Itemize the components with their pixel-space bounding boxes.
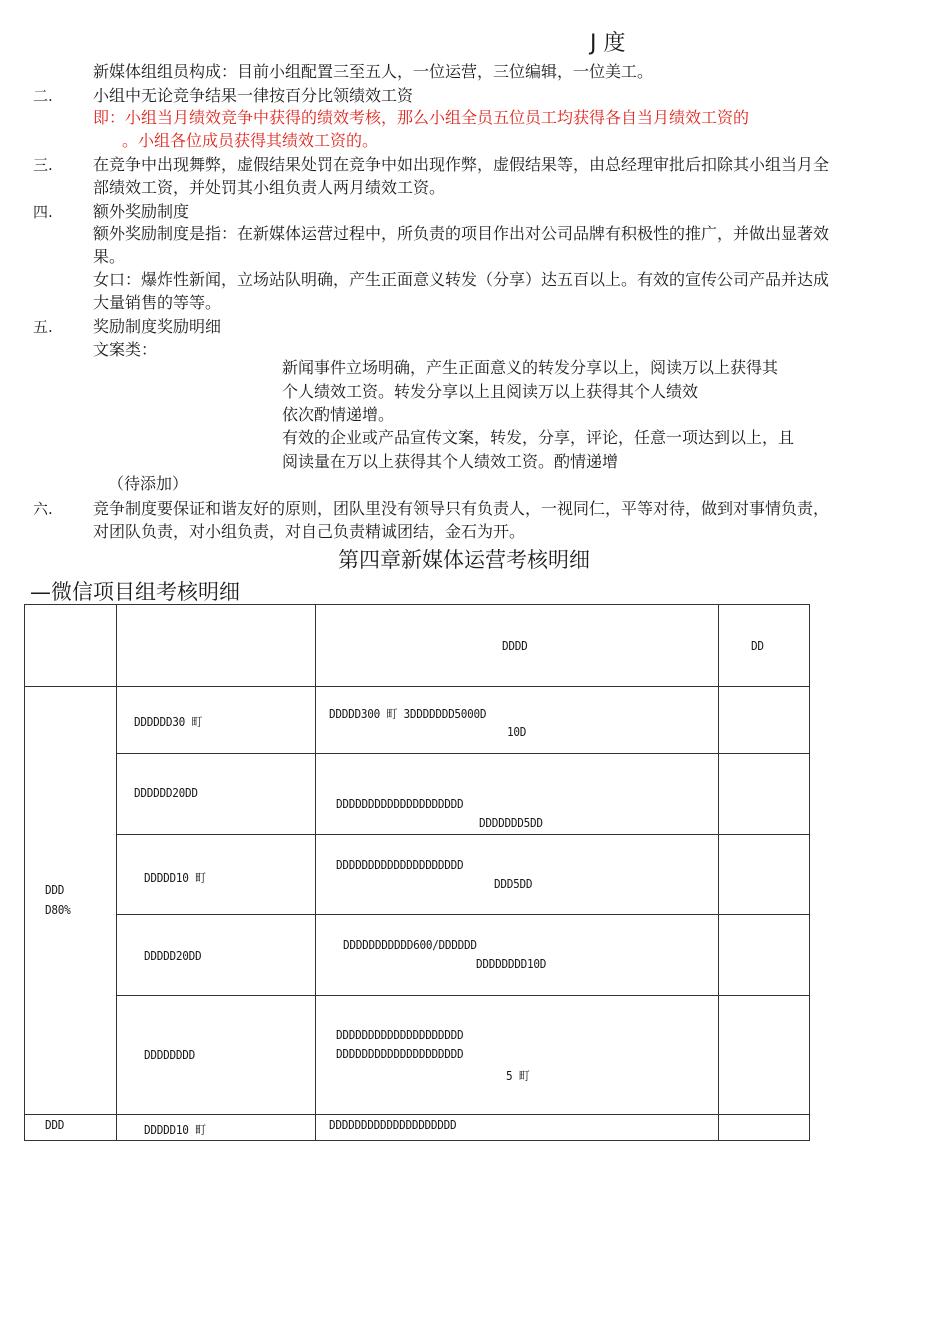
header-cell-3 bbox=[316, 605, 719, 687]
item-cell bbox=[117, 1115, 316, 1141]
score-cell bbox=[719, 996, 810, 1115]
desc-text-b: DDDDDDDD10D bbox=[476, 957, 547, 971]
desc-text-b: DDD5DD bbox=[494, 877, 533, 891]
score-cell bbox=[719, 835, 810, 915]
item-label: DDDDD10 町 bbox=[144, 871, 206, 885]
desc-cell bbox=[316, 996, 719, 1115]
table-row bbox=[25, 835, 810, 915]
section-6-line-1: 竞争制度要保证和谐友好的原则，团队里没有领导只有负责人，一视同仁，平等对待，做到对事情负责， bbox=[93, 499, 830, 518]
item-cell bbox=[117, 835, 316, 915]
desc-text-a: DDDDD300 町 3DDDDDDD5000D bbox=[329, 707, 487, 721]
desc-cell bbox=[316, 1115, 719, 1141]
item-cell bbox=[117, 915, 316, 996]
section-4-line-4: 大量销售的等等。 bbox=[93, 293, 222, 312]
table-row bbox=[25, 915, 810, 996]
section-5-number: 五. bbox=[33, 318, 53, 336]
item-label: DDDDDDDD bbox=[144, 1048, 195, 1062]
section-4-number: 四. bbox=[33, 203, 53, 221]
score-cell bbox=[719, 687, 810, 754]
header-cell-1 bbox=[25, 605, 117, 687]
table-header-row bbox=[25, 605, 810, 687]
section-4-line-1: 额外奖励制度是指：在新媒体运营过程中，所负责的项目作出对公司品牌有积极性的推广，并做出显著效 bbox=[93, 224, 830, 243]
item-label: DDDDD20DD bbox=[144, 949, 202, 963]
section-5-title: 奖励制度奖励明细 bbox=[93, 317, 222, 336]
section-3-line-1: 在竞争中出现舞弊，虚假结果处罚在竞争中如出现作弊，虚假结果等，由总经理审批后扣除其小组当月全 bbox=[93, 155, 830, 174]
section-4-line-3: 女口：爆炸性新闻，立场站队明确，产生正面意义转发（分享）达五百以上。有效的宣传公司产品并达成 bbox=[93, 270, 830, 289]
chapter-title: 第四章新媒体运营考核明细 bbox=[338, 548, 590, 572]
group-cell bbox=[25, 687, 117, 1115]
desc-text-a: DDDDDDDDDDD600/DDDDDD bbox=[343, 938, 477, 952]
header-label-4: DD bbox=[751, 639, 764, 653]
group-label-b: D80% bbox=[45, 903, 71, 917]
group-cell bbox=[25, 1115, 117, 1141]
table-row bbox=[25, 687, 810, 754]
desc-text-a: DDDDDDDDDDDDDDDDDDDD bbox=[336, 858, 464, 872]
desc-cell bbox=[316, 754, 719, 835]
desc-cell bbox=[316, 835, 719, 915]
section-5-para-3: 依次酌情递增。 bbox=[282, 405, 395, 424]
table-row bbox=[25, 1115, 810, 1141]
section-2-red-line-1: 即：小组当月绩效竞争中获得的绩效考核，那么小组全员五位员工均获得各自当月绩效工资的 bbox=[93, 108, 750, 127]
section-6-number: 六. bbox=[33, 500, 53, 518]
section-2-line: 小组中无论竞争结果一律按百分比领绩效工资 bbox=[93, 86, 414, 105]
assessment-table bbox=[24, 604, 810, 1141]
section-5-pending: （待添加） bbox=[108, 474, 189, 493]
section-2-red-line-2: 。小组各位成员获得其绩效工资的。 bbox=[122, 131, 379, 150]
group-label: DDD bbox=[45, 1118, 65, 1132]
group-label-a: DDD bbox=[45, 883, 65, 897]
desc-cell bbox=[316, 687, 719, 754]
header-cell-4 bbox=[719, 605, 810, 687]
desc-text-b: DDDDDDDDDDDDDDDDDDDD bbox=[336, 1047, 464, 1061]
section-5-para-2: 个人绩效工资。转发分享以上且阅读万以上获得其个人绩效 bbox=[282, 382, 699, 401]
section-4-title: 额外奖励制度 bbox=[93, 202, 190, 221]
score-cell bbox=[719, 915, 810, 996]
header-label-3: DDDD bbox=[502, 639, 528, 653]
section-3-number: 三. bbox=[33, 156, 53, 174]
desc-text-c: 5 町 bbox=[506, 1069, 530, 1083]
score-cell bbox=[719, 1115, 810, 1141]
section-2-number: 二. bbox=[33, 87, 53, 105]
item-label: DDDDDD20DD bbox=[134, 786, 198, 800]
section-5-subtitle: 文案类： bbox=[93, 340, 158, 359]
score-cell bbox=[719, 754, 810, 835]
section-6-line-2: 对团队负责，对小组负责，对自己负责精诚团结，金石为开。 bbox=[93, 522, 526, 541]
desc-text-a: DDDDDDDDDDDDDDDDDDDD bbox=[336, 1028, 464, 1042]
table-title: —微信项目组考核明细 bbox=[30, 580, 240, 604]
header-cell-2 bbox=[117, 605, 316, 687]
table-row bbox=[25, 754, 810, 835]
desc-text: DDDDDDDDDDDDDDDDDDDD bbox=[329, 1118, 457, 1132]
item-cell bbox=[117, 754, 316, 835]
item-cell bbox=[117, 996, 316, 1115]
members-line: 新媒体组组员构成：目前小组配置三至五人，一位运营，三位编辑，一位美工。 bbox=[93, 62, 654, 81]
section-3-line-2: 部绩效工资，并处罚其小组负责人两月绩效工资。 bbox=[93, 178, 446, 197]
page-title: J 度 bbox=[590, 31, 626, 56]
desc-text-a: DDDDDDDDDDDDDDDDDDDD bbox=[336, 797, 464, 811]
table-row bbox=[25, 996, 810, 1115]
item-label: DDDDDD30 町 bbox=[134, 715, 203, 729]
section-5-para-1: 新闻事件立场明确，产生正面意义的转发分享以上，阅读万以上获得其 bbox=[282, 358, 779, 377]
item-cell bbox=[117, 687, 316, 754]
desc-text-b: 10D bbox=[507, 725, 527, 739]
desc-text-b: DDDDDDD5DD bbox=[479, 816, 543, 830]
section-5-para-5: 阅读量在万以上获得其个人绩效工资。酌情递增 bbox=[282, 452, 619, 471]
section-5-para-4: 有效的企业或产品宣传文案，转发，分享，评论，任意一项达到以上，且 bbox=[282, 428, 795, 447]
desc-cell bbox=[316, 915, 719, 996]
item-label: DDDDD10 町 bbox=[144, 1123, 206, 1137]
section-4-line-2: 果。 bbox=[93, 247, 126, 266]
